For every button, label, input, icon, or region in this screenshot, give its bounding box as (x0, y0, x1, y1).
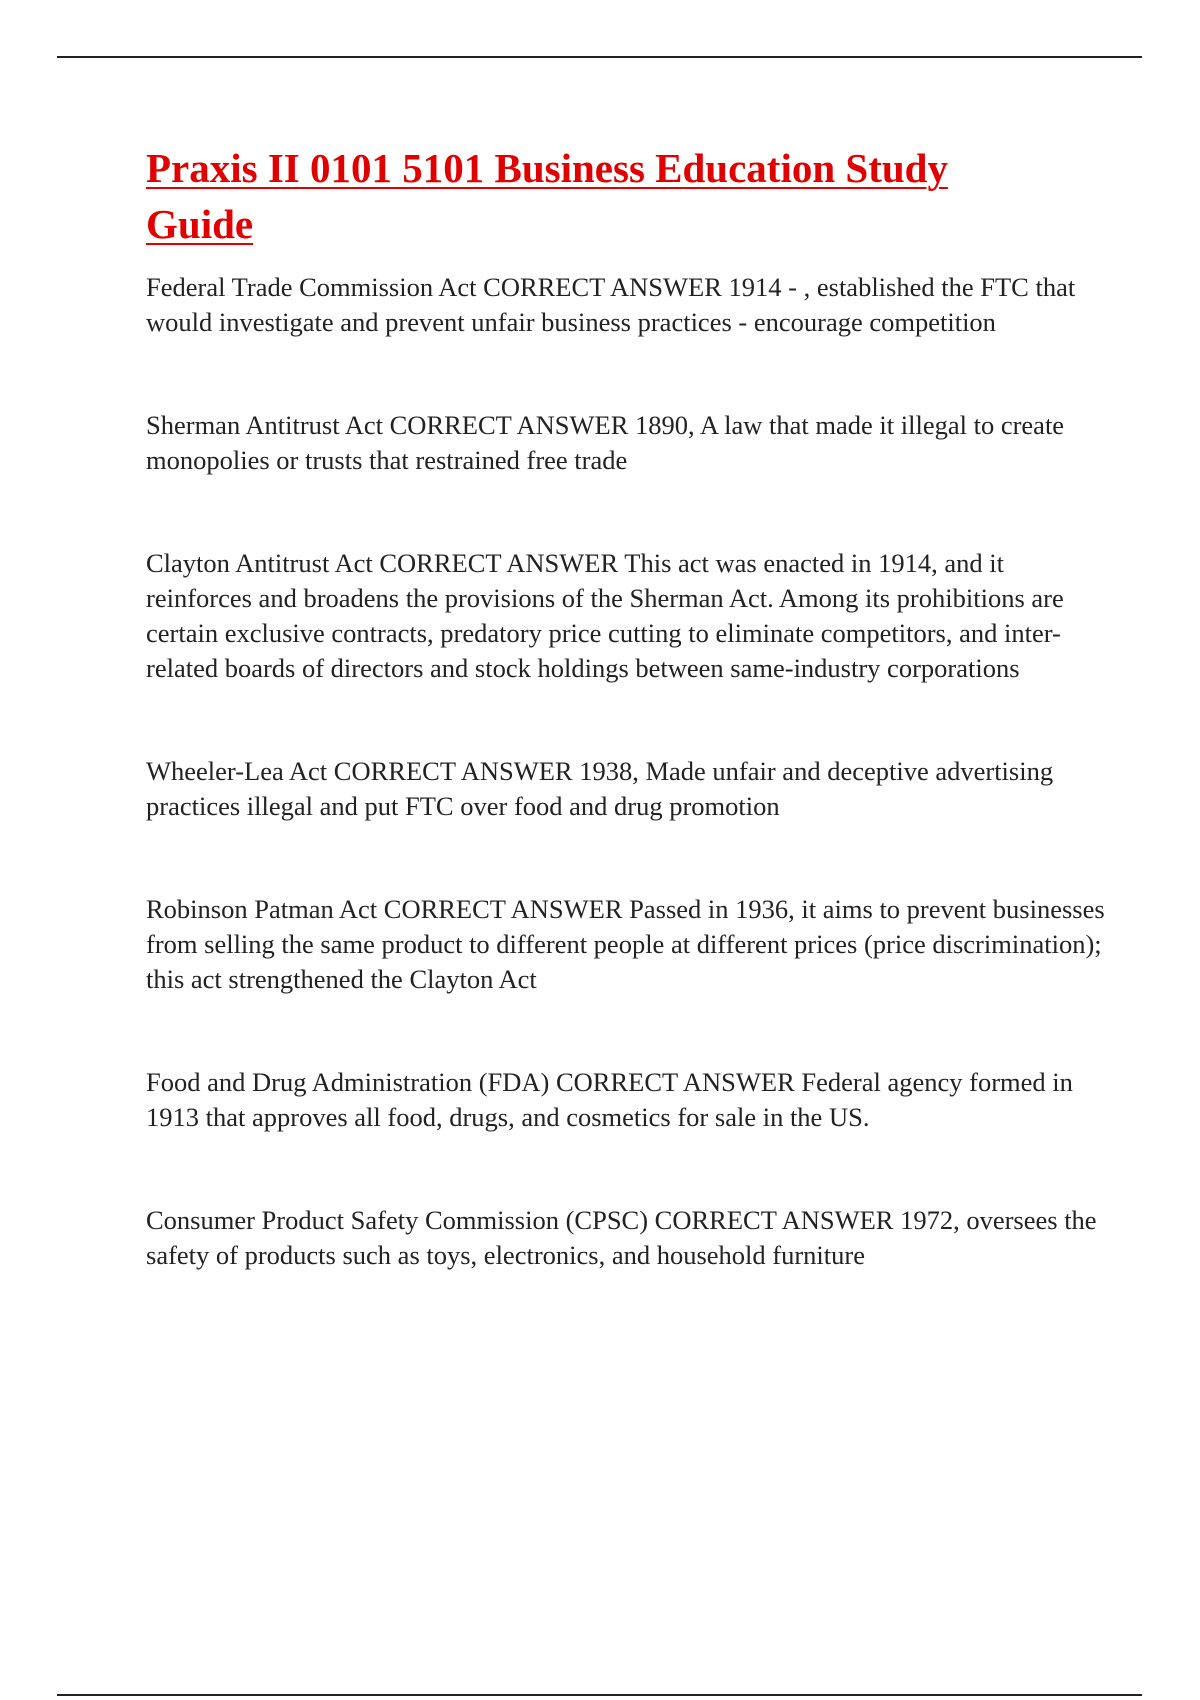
entry-wheeler-lea-act: Wheeler-Lea Act CORRECT ANSWER 1938, Made unfair and deceptive advertising practices illegal and put FTC over food and drug promotion (146, 756, 1054, 821)
entry-robinson-patman-act: Robinson Patman Act CORRECT ANSWER Passed in 1936, it aims to prevent businesses from selling the same product to different people at different prices (price discrimination); this act strengthened the Clayton Act (146, 894, 1105, 994)
entry-federal-trade-commission-act: Federal Trade Commission Act CORRECT ANSWER 1914 - , established the FTC that would investigate and prevent unfair business practices - encourage competition (146, 272, 1076, 337)
document-title: Praxis II 0101 5101 Business Education Study Guide (146, 145, 948, 247)
entry-sherman-antitrust-act: Sherman Antitrust Act CORRECT ANSWER 1890, A law that made it illegal to create monopolies or trusts that restrained free trade (146, 410, 1065, 475)
entry-cpsc: Consumer Product Safety Commission (CPSC) CORRECT ANSWER 1972, oversees the safety of products such as toys, electronics, and household furniture (146, 1205, 1097, 1270)
header-rule (57, 56, 1142, 58)
entry-clayton-antitrust-act: Clayton Antitrust Act CORRECT ANSWER This act was enacted in 1914, and it reinforces and broadens the provisions of the Sherman Act. Among its prohibitions are certain exclusive contracts, predatory price cutting to eliminate competitors, and inter-related boards of directors and stock holdings between same-industry corporations (146, 548, 1064, 683)
document-body (146, 140, 1106, 1273)
entry-fda: Food and Drug Administration (FDA) CORRECT ANSWER Federal agency formed in 1913 that approves all food, drugs, and cosmetics for sale in the US. (146, 1067, 1073, 1132)
footer-rule (57, 1694, 1142, 1696)
